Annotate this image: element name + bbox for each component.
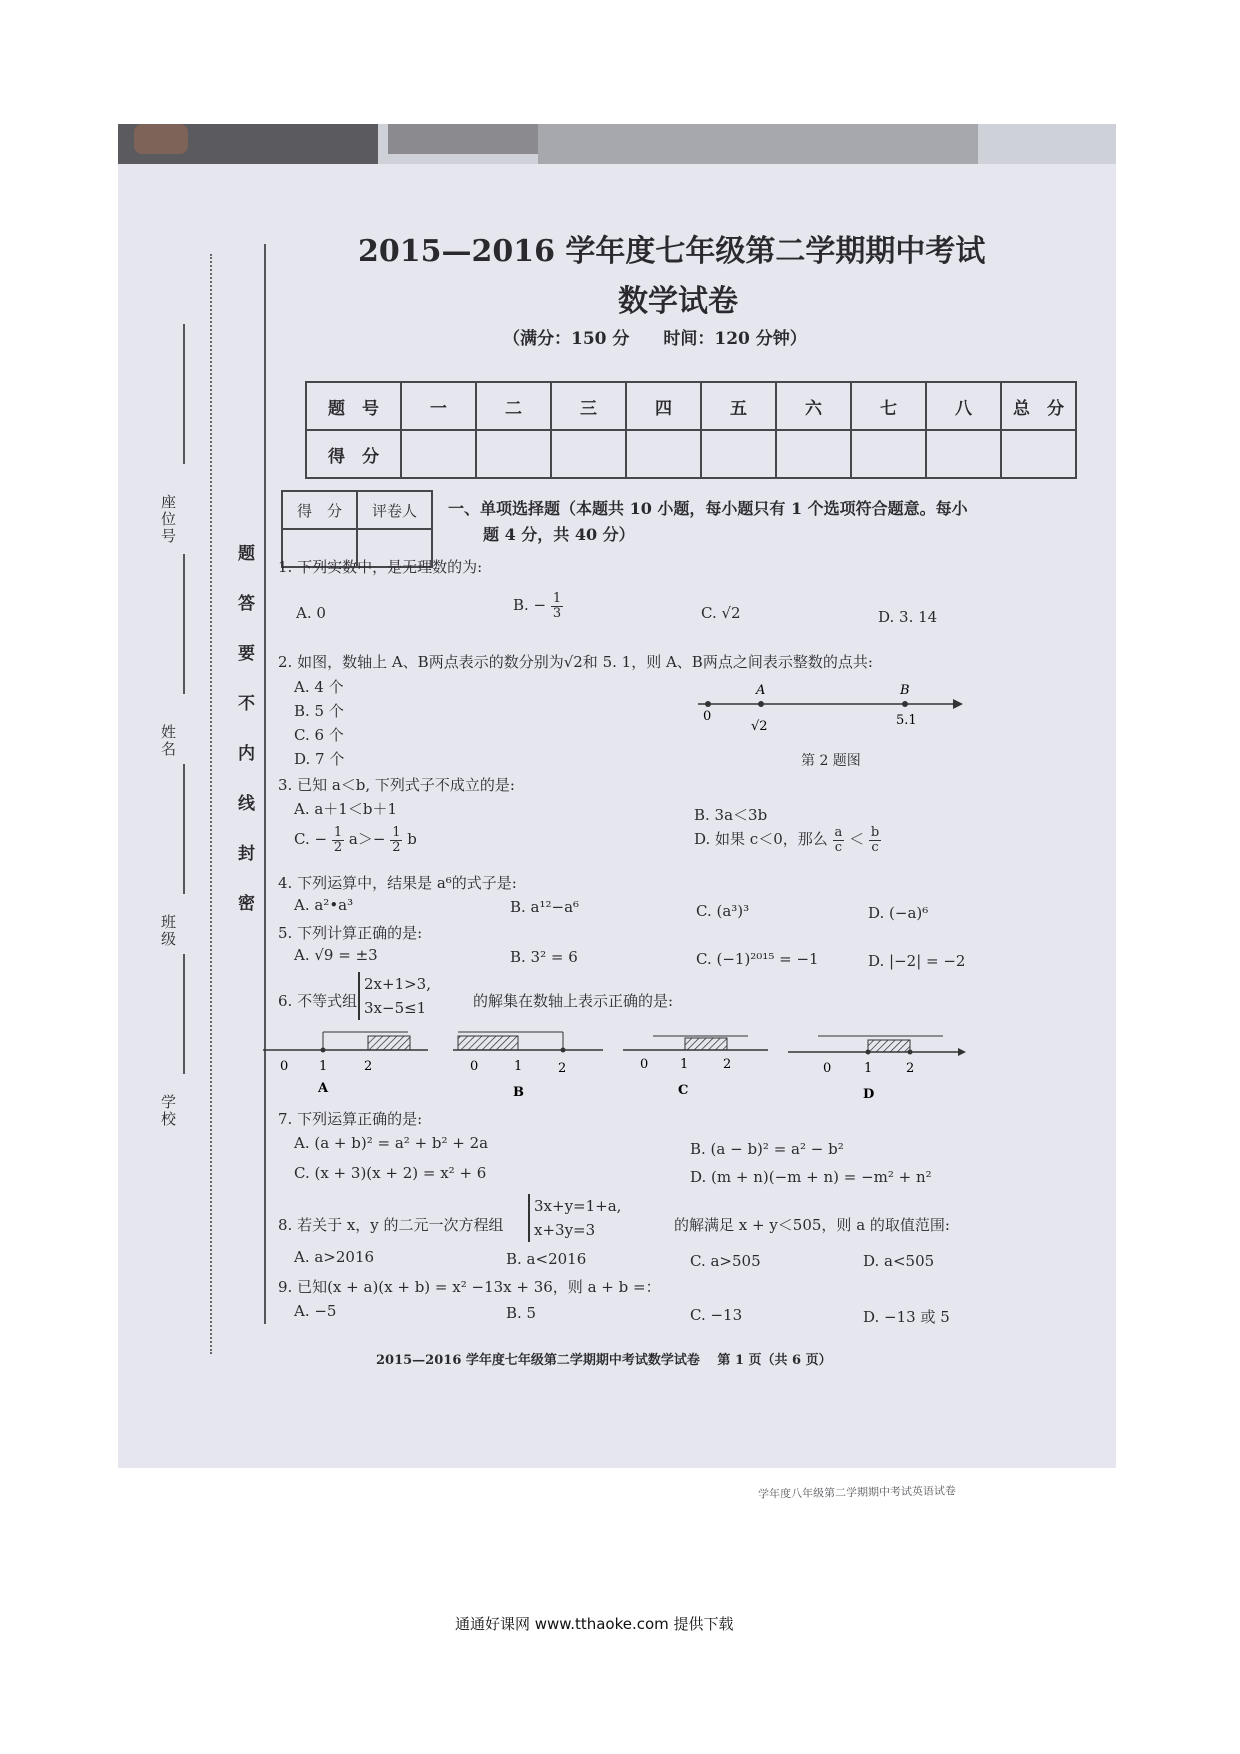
- seal-char: 线: [238, 794, 255, 814]
- q4-option-d: D. (−a)⁶: [868, 904, 929, 922]
- q6-inequality-system: [358, 972, 431, 1020]
- fraction-den: 2: [392, 839, 401, 855]
- label-a: A: [756, 683, 766, 698]
- score-col: 七: [851, 382, 926, 430]
- q5-option-a: A. √9 = ±3: [294, 946, 378, 964]
- fraction-den: c: [834, 839, 843, 855]
- q9-option-b: B. 5: [506, 1304, 537, 1322]
- q8-stem-prefix: 8. 若关于 x，y 的二元一次方程组: [278, 1216, 504, 1234]
- point-a: [758, 701, 764, 707]
- exam-photo: [118, 124, 1116, 1501]
- tick-label: 1: [864, 1061, 873, 1076]
- seal-char: 答: [238, 594, 255, 614]
- seal-char: 封: [238, 844, 255, 864]
- seat-label: 座位号: [159, 494, 177, 545]
- score-col: 三: [551, 382, 626, 430]
- option-label: A: [318, 1081, 329, 1096]
- seal-line: [264, 244, 266, 1324]
- section-heading: 一、单项选择题（本题共 10 小题，每小题只有 1 个选项符合题意。每小: [448, 499, 968, 518]
- q8-equation-1: 3x+y=1+a,: [534, 1197, 622, 1215]
- tick-label: 2: [723, 1057, 732, 1072]
- tick-point: [908, 1050, 913, 1055]
- q3-option-c-mid: a＞−: [348, 830, 386, 849]
- tick-label: 1: [514, 1059, 523, 1074]
- next-page-strip: 学年度八年级第二学期期中考试英语试卷: [757, 1484, 957, 1501]
- axis-arrow: [953, 699, 963, 709]
- score-cell[interactable]: [851, 430, 926, 478]
- axis-arrow: [958, 1048, 966, 1056]
- option-label: C: [678, 1083, 689, 1098]
- tick-label: 2: [906, 1061, 915, 1076]
- origin-point: [705, 701, 711, 707]
- score-cell[interactable]: [776, 430, 851, 478]
- q1-option-c: C. √2: [701, 604, 741, 622]
- exam-meta: （满分：150 分 时间：120 分钟）: [503, 329, 807, 349]
- q2-option-a: A. 4 个: [294, 678, 344, 696]
- q2-option-b: B. 5 个: [294, 702, 344, 720]
- q7-option-b: B. (a − b)² = a² − b²: [690, 1140, 844, 1158]
- score-table-header: 题 号: [306, 382, 401, 430]
- q1-option-b: [513, 592, 563, 620]
- q6-option-a-line: [263, 1032, 428, 1096]
- q9-option-d: D. −13 或 5: [863, 1308, 950, 1326]
- q6-inequality-1: 2x+1>3,: [364, 975, 431, 993]
- fraction-num: 1: [552, 591, 562, 606]
- q7-option-d: D. (m + n)(−m + n) = −m² + n²: [690, 1168, 932, 1186]
- q7-stem: 7. 下列运算正确的是:: [278, 1110, 423, 1128]
- q4-stem: 4. 下列运算中，结果是 a⁶的式子是:: [278, 874, 517, 892]
- grader-name-label: 评卷人: [357, 491, 432, 529]
- score-table: [305, 381, 1077, 479]
- fraction-den: 3: [552, 605, 562, 621]
- exam-subtitle: 数学试卷: [618, 284, 738, 319]
- score-cell[interactable]: [476, 430, 551, 478]
- q7-option-a: A. (a + b)² = a² + b² + 2a: [294, 1134, 489, 1152]
- score-col: 总 分: [1001, 382, 1076, 430]
- score-col: 五: [701, 382, 776, 430]
- tick-label: 1: [680, 1057, 689, 1072]
- fraction-num: b: [870, 825, 880, 840]
- q6-inequality-2: 3x−5≤1: [364, 999, 427, 1017]
- school-label: 学校: [159, 1094, 177, 1128]
- q4-option-c: C. (a³)³: [696, 902, 750, 920]
- q8-option-a: A. a>2016: [294, 1248, 375, 1266]
- q8-equation-system: [528, 1194, 621, 1242]
- q7-option-c: C. (x + 3)(x + 2) = x² + 6: [294, 1164, 487, 1182]
- score-cell[interactable]: [701, 430, 776, 478]
- fraction: [833, 826, 845, 854]
- q3-option-d-prefix: D. 如果 c＜0，那么: [694, 830, 828, 849]
- q6-option-c-line: [623, 1036, 768, 1098]
- q8-option-c: C. a>505: [690, 1252, 761, 1270]
- q1-option-d: D. 3. 14: [878, 608, 938, 626]
- score-cell[interactable]: [1001, 430, 1076, 478]
- tick-point: [866, 1050, 871, 1055]
- q1-stem: 1. 下列实数中，是无理数的为:: [278, 558, 483, 576]
- q1-option-a: A. 0: [296, 604, 326, 622]
- score-col: 八: [926, 382, 1001, 430]
- q6-option-b-line: [453, 1032, 603, 1100]
- less-than: ＜: [849, 830, 865, 849]
- q2-number-line-figure: [693, 674, 963, 744]
- option-label: D: [863, 1087, 875, 1102]
- q6-option-d-line: [788, 1036, 966, 1102]
- q9-stem: 9. 已知(x + a)(x + b) = x² −13x + 36，则 a + b =：: [278, 1278, 661, 1296]
- score-col: 六: [776, 382, 851, 430]
- q4-option-a: A. a²•a³: [294, 896, 354, 914]
- section-heading-2: 题 4 分，共 40 分）: [483, 525, 635, 544]
- exam-title: 2015—2016 学年度七年级第二学期期中考试: [358, 234, 986, 269]
- tick-label: 0: [640, 1057, 649, 1072]
- score-row-label: 得 分: [306, 430, 401, 478]
- score-cell[interactable]: [626, 430, 701, 478]
- name-label: 姓名: [159, 724, 177, 758]
- name-underline: [183, 554, 185, 694]
- binding-dotted-line: [210, 254, 212, 1354]
- label-b: B: [900, 683, 910, 698]
- q5-option-c: C. (−1)²⁰¹⁵ = −1: [696, 950, 819, 968]
- q2-figure-caption: 第 2 题图: [801, 753, 861, 769]
- q2-option-d: D. 7 个: [294, 750, 345, 768]
- q5-option-d: D. |−2| = −2: [868, 952, 966, 970]
- q8-equation-2: x+3y=3: [534, 1221, 596, 1239]
- score-cell[interactable]: [401, 430, 476, 478]
- q9-option-a: A. −5: [294, 1302, 337, 1320]
- score-cell[interactable]: [551, 430, 626, 478]
- q3-option-c: [294, 826, 417, 854]
- tick-label: 0: [280, 1059, 289, 1074]
- q2-stem: 2. 如图，数轴上 A、B两点表示的数分别为√2和 5. 1，则 A、B两点之间表示整数的点共:: [278, 653, 873, 671]
- q6-stem-suffix: 的解集在数轴上表示正确的是:: [473, 992, 674, 1010]
- background-object: [134, 124, 188, 154]
- q2-option-c: C. 6 个: [294, 726, 344, 744]
- seal-char: 题: [238, 544, 255, 564]
- background-dark-area: [388, 124, 538, 154]
- fraction-num: a: [834, 825, 843, 840]
- q3-option-c-suffix: b: [407, 830, 417, 849]
- q6-stem-prefix: 6. 不等式组: [278, 992, 358, 1010]
- tick-label: 0: [470, 1059, 479, 1074]
- tick-label: 2: [364, 1059, 373, 1074]
- q3-option-a: A. a＋1＜b＋1: [294, 800, 398, 818]
- fraction-num: 1: [333, 825, 343, 840]
- class-label: 班级: [159, 914, 177, 948]
- score-col: 一: [401, 382, 476, 430]
- tick-point: [561, 1048, 566, 1053]
- tick-point: [321, 1048, 326, 1053]
- tick-label: 1: [319, 1059, 328, 1074]
- q6-stem: [278, 990, 357, 1011]
- fraction: [869, 826, 881, 854]
- q5-stem: 5. 下列计算正确的是:: [278, 924, 423, 942]
- exam-paper: [118, 164, 1116, 1501]
- score-cell[interactable]: [926, 430, 1001, 478]
- hatched-region: [368, 1036, 410, 1050]
- q4-option-b: B. a¹²−a⁶: [510, 898, 580, 916]
- q8-stem-suffix: 的解满足 x + y＜505，则 a 的取值范围:: [674, 1216, 950, 1234]
- download-site-line: 通通好课网 www.tthaoke.com 提供下载: [455, 1615, 734, 1633]
- seal-char: 密: [238, 894, 255, 914]
- tick-label: 0: [823, 1061, 832, 1076]
- q6-options-figure: [258, 1026, 1108, 1106]
- hatched-region: [458, 1036, 518, 1050]
- q8-option-b: B. a<2016: [506, 1250, 587, 1268]
- class-underline: [183, 764, 185, 894]
- label-5-1: 5.1: [896, 713, 917, 728]
- q1-option-b-prefix: B. −: [513, 596, 547, 615]
- fraction: [551, 592, 563, 620]
- page-footer: 2015—2016 学年度七年级第二学期期中考试数学试卷 第 1 页（共 6 页）: [376, 1353, 832, 1368]
- seal-char: 内: [238, 744, 255, 764]
- fraction: [332, 826, 344, 854]
- fraction-den: c: [871, 839, 879, 855]
- seat-underline: [183, 324, 185, 464]
- hatched-region: [868, 1040, 910, 1052]
- school-underline: [183, 954, 185, 1074]
- hatched-region: [685, 1038, 727, 1050]
- seal-char: 不: [238, 694, 255, 714]
- grader-score-label: 得 分: [282, 491, 357, 529]
- fraction-num: 1: [392, 825, 401, 840]
- score-col: 二: [476, 382, 551, 430]
- fraction-den: 2: [333, 839, 343, 855]
- label-0: 0: [703, 709, 712, 724]
- score-col: 四: [626, 382, 701, 430]
- q5-option-b: B. 3² = 6: [510, 948, 578, 966]
- seal-char: 要: [238, 644, 255, 664]
- label-sqrt2: √2: [751, 719, 768, 734]
- option-label: B: [513, 1085, 524, 1100]
- fraction: [390, 826, 402, 854]
- q3-stem: 3. 已知 a＜b, 下列式子不成立的是:: [278, 776, 515, 794]
- tick-label: 2: [558, 1061, 567, 1076]
- q3-option-c-prefix: C. −: [294, 830, 328, 849]
- q8-option-d: D. a<505: [863, 1252, 935, 1270]
- q9-option-c: C. −13: [690, 1306, 743, 1324]
- q3-option-b: B. 3a＜3b: [694, 806, 768, 824]
- q3-option-d: [694, 826, 881, 854]
- point-b: [902, 701, 908, 707]
